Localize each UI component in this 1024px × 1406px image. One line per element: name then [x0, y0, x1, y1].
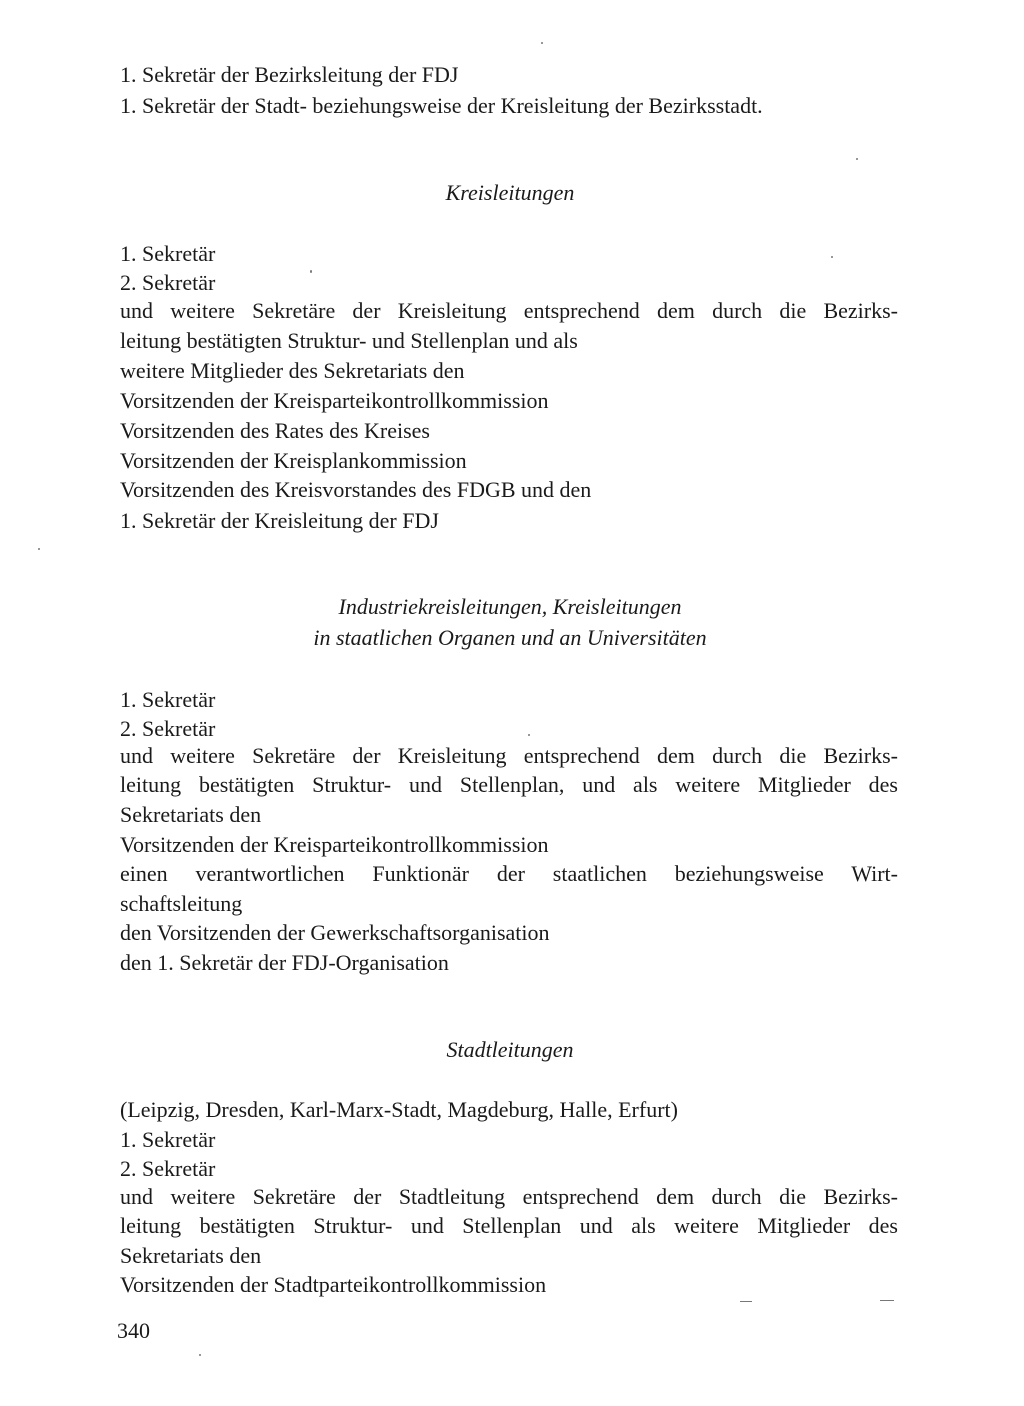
body-line: 1. Sekretär — [120, 1127, 216, 1152]
body-line: 1. Sekretär — [120, 687, 216, 712]
body-line: 2. Sekretär — [120, 270, 216, 295]
body-line: den Vorsitzenden der Gewerkschaftsorganisation — [120, 920, 550, 945]
body-line: 2. Sekretär — [120, 716, 216, 741]
scan-speck — [528, 734, 530, 736]
body-line: Vorsitzenden der Stadtparteikontrollkommission — [120, 1272, 547, 1297]
body-line: 2. Sekretär — [120, 1156, 216, 1181]
body-line: schaftsleitung — [120, 891, 243, 916]
body-line: den 1. Sekretär der FDJ-Organisation — [120, 950, 449, 975]
body-line: und weitere Sekretäre der Kreisleitung entsprechend dem durch die Bezirks- — [120, 743, 898, 768]
body-line: 1. Sekretär — [120, 241, 216, 266]
body-line: Vorsitzenden des Kreisvorstandes des FDGB und den — [120, 477, 592, 502]
body-line: und weitere Sekretäre der Stadtleitung entsprechend dem durch die Bezirks- — [120, 1184, 898, 1209]
body-line: leitung bestätigten Struktur- und Stellenplan und als weitere Mitglieder des — [120, 1213, 898, 1238]
body-line: Vorsitzenden der Kreisparteikontrollkommission — [120, 832, 549, 857]
body-line: Vorsitzenden der Kreisplankommission — [120, 448, 467, 473]
section-heading: Stadtleitungen — [446, 1037, 574, 1062]
body-line: Vorsitzenden des Rates des Kreises — [120, 418, 430, 443]
body-line: Sekretariats den — [120, 1243, 262, 1268]
body-line: einen verantwortlichen Funktionär der staatlichen beziehungsweise Wirt- — [120, 861, 898, 886]
section-heading: in staatlichen Organen und an Universitäten — [313, 625, 707, 650]
body-line: 1. Sekretär der Bezirksleitung der FDJ — [120, 62, 459, 87]
body-line: 1. Sekretär der Kreisleitung der FDJ — [120, 508, 439, 533]
scan-speck — [880, 1300, 894, 1301]
body-line: Sekretariats den — [120, 802, 262, 827]
body-line: Vorsitzenden der Kreisparteikontrollkommission — [120, 388, 549, 413]
scan-speck — [541, 42, 543, 44]
body-line: leitung bestätigten Struktur- und Stellenplan und als — [120, 328, 578, 353]
section-heading: Kreisleitungen — [445, 180, 575, 205]
body-line: 1. Sekretär der Stadt- beziehungsweise der Kreisleitung der Bezirksstadt. — [120, 93, 763, 118]
body-line: leitung bestätigten Struktur- und Stellenplan, und als weitere Mitglieder des — [120, 772, 898, 797]
scan-speck — [310, 270, 312, 273]
scan-speck — [831, 256, 833, 258]
scan-speck — [38, 548, 40, 550]
page-number: 340 — [117, 1318, 150, 1343]
scan-speck — [199, 1354, 201, 1356]
scan-speck — [740, 1301, 752, 1302]
body-line: weitere Mitglieder des Sekretariats den — [120, 358, 465, 383]
body-line: und weitere Sekretäre der Kreisleitung entsprechend dem durch die Bezirks- — [120, 298, 898, 323]
scan-speck — [856, 158, 858, 160]
body-line: (Leipzig, Dresden, Karl-Marx-Stadt, Magdeburg, Halle, Erfurt) — [120, 1097, 678, 1122]
section-heading: Industriekreisleitungen, Kreisleitungen — [338, 594, 682, 619]
